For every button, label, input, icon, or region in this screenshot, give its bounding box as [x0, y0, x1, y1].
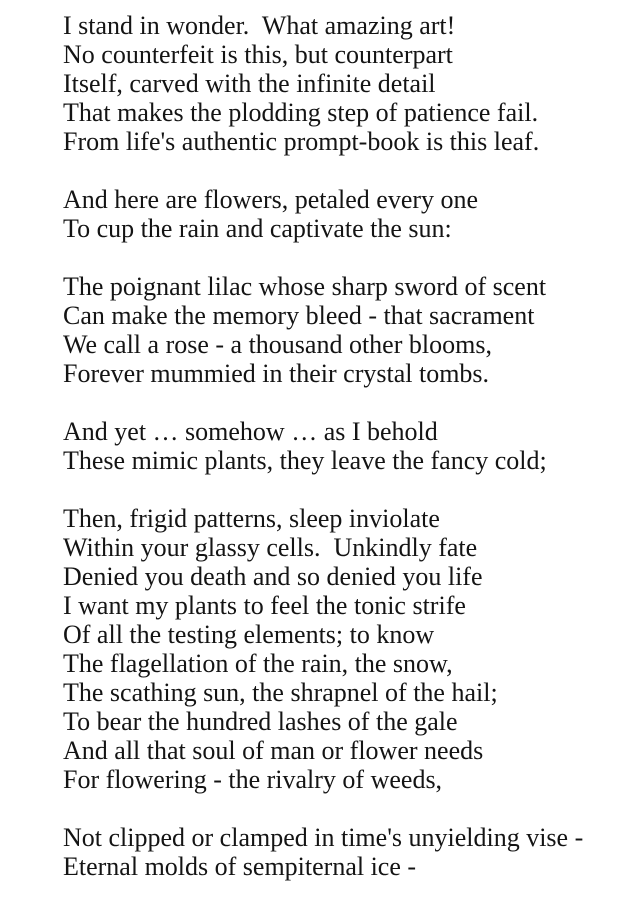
poem-stanza-6	[63, 823, 604, 881]
poem-line: To cup the rain and captivate the sun:	[63, 214, 452, 243]
poem-line: Of all the testing elements; to know	[63, 620, 435, 649]
poem-stanza-4	[63, 417, 604, 475]
poem-line: Itself, carved with the infinite detail	[63, 69, 436, 98]
poem-line: And yet … somehow … as I behold	[63, 417, 438, 446]
poem-stanza-2	[63, 185, 604, 243]
poem-line: No counterfeit is this, but counterpart	[63, 40, 453, 69]
poem-stanza-1	[63, 11, 604, 156]
poem-line: Not clipped or clamped in time's unyielding vise -	[63, 823, 584, 852]
poem-line: We call a rose - a thousand other blooms,	[63, 330, 492, 359]
poem-line: And all that soul of man or flower needs	[63, 736, 484, 765]
poem-line: I stand in wonder. What amazing art!	[63, 11, 456, 40]
poem-line: And here are flowers, petaled every one	[63, 185, 479, 214]
poem-line: Within your glassy cells. Unkindly fate	[63, 533, 478, 562]
poem-line: Eternal molds of sempiternal ice -	[63, 852, 417, 881]
poem-line: Denied you death and so denied you life	[63, 562, 483, 591]
poem-stanza-5	[63, 504, 604, 794]
poem-line: To bear the hundred lashes of the gale	[63, 707, 458, 736]
poem-line: That makes the plodding step of patience fail.	[63, 98, 539, 127]
poem-line: Forever mummied in their crystal tombs.	[63, 359, 490, 388]
poem-line: Can make the memory bleed - that sacrament	[63, 301, 535, 330]
poem-line: I want my plants to feel the tonic strife	[63, 591, 466, 620]
poem-stanza-3	[63, 272, 604, 388]
poem-line: From life's authentic prompt-book is this leaf.	[63, 127, 540, 156]
poem-line: These mimic plants, they leave the fancy cold;	[63, 446, 547, 475]
poem-line: Then, frigid patterns, sleep inviolate	[63, 504, 440, 533]
poem-line: The poignant lilac whose sharp sword of scent	[63, 272, 547, 301]
poem-line: For flowering - the rivalry of weeds,	[63, 765, 443, 794]
poem-line: The scathing sun, the shrapnel of the hail;	[63, 678, 498, 707]
poem-line: The flagellation of the rain, the snow,	[63, 649, 453, 678]
poem-body	[63, 11, 604, 881]
